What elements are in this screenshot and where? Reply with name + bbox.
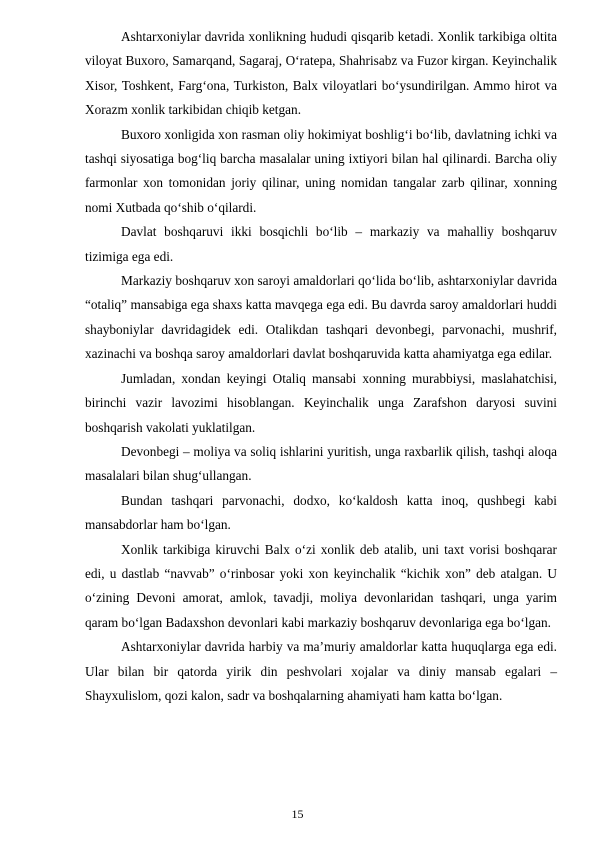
paragraph: Bundan tashqari parvonachi, dodxo, ko‘kaldosh katta inoq, qushbegi kabi mansabdorlar ham bo‘lgan.	[85, 492, 557, 533]
page-body	[85, 25, 557, 708]
paragraph: Buxoro xonligida xon rasman oliy hokimiyat boshlig‘i bo‘lib, davlatning ichki va tashqi siyosatiga bog‘liq barcha masalalar uning ixtiyori bilan hal qilinardi. Barcha oliy farmonlar xon tomonidan joriy qilinar, uning nomidan tangalar zarb qilinar, xonning nomi Xutbada qo‘shib o‘qilardi.	[85, 126, 557, 215]
paragraph: Ashtarxoniylar davrida xonlikning hududi qisqarib ketadi. Xonlik tarkibiga oltita viloyat Buxoro, Samarqand, Sagaraj, O‘ratepa, Shahrisabz va Fuzor kirgan. Keyinchalik Xisor, Toshkent, Farg‘ona, Turkiston, Balx viloyatlari bo‘ysundirilgan. Ammo hirot va Xorazm xonlik tarkibidan chiqib ketgan.	[85, 29, 557, 118]
paragraph: Markaziy boshqaruv xon saroyi amaldorlari qo‘lida bo‘lib, ashtarxoniylar davrida “otaliq” mansabiga ega shaxs katta mavqega ega edi. Bu davrda saroy amaldorlari huddi shayboniylar davridagidek edi. Otalikdan tashqari devonbegi, parvonachi, mushrif, xazinachi va boshqa saroy amaldorlari davlat boshqaruvida katta ahamiyatga ega edilar.	[85, 273, 557, 362]
paragraph: Ashtarxoniylar davrida harbiy va ma’muriy amaldorlar katta huquqlarga ega edi. Ular bilan bir qatorda yirik din peshvolari xojalar va diniy mansab egalari – Shayxulislom, qozi kalon, sadr va boshqalarning ahamiyati ham katta bo‘lgan.	[85, 639, 557, 703]
page-number: 15	[291, 807, 304, 821]
paragraph: Xonlik tarkibiga kiruvchi Balx o‘zi xonlik deb atalib, uni taxt vorisi boshqarar edi, u dastlab “navvab” o‘rinbosar yoki xon keyinchalik “kichik xon” deb atalgan. U o‘zining Devoni amorat, amlok, tavadji, moliya devonlaridan tashqari, unga yarim qaram bo‘lgan Badaxshon devonlari kabi markaziy boshqaruv devonlariga ega bo‘lgan.	[85, 541, 557, 630]
paragraph: Devonbegi – moliya va soliq ishlarini yuritish, unga raxbarlik qilish, tashqi aloqa masalalari bilan shug‘ullangan.	[85, 443, 557, 484]
paragraph: Davlat boshqaruvi ikki bosqichli bo‘lib – markaziy va mahalliy boshqaruv tizimiga ega edi.	[85, 224, 557, 264]
paragraph: Jumladan, xondan keyingi Otaliq mansabi xonning murabbiysi, maslahatchisi, birinchi vazir lavozimi hisoblangan. Keyinchalik unga Zarafshon daryosi suvini boshqarish vakolati yuklatilgan.	[85, 370, 557, 435]
